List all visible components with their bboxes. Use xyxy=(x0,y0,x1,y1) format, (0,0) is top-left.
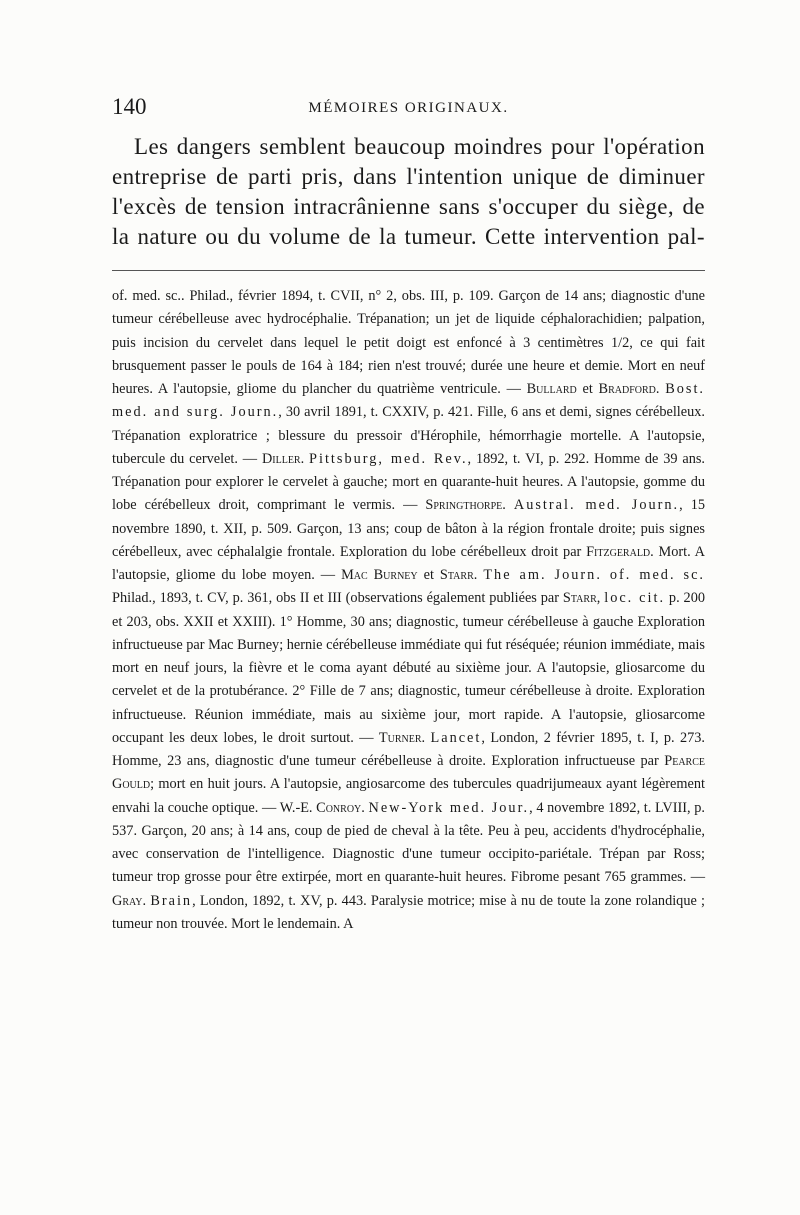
footnote-text: , xyxy=(596,590,605,607)
running-title: MÉMOIRES ORIGINAUX. xyxy=(308,100,509,116)
footnote-text: , London, 2 février 1895, t. I, p. 273. Homme, 23 ans, diagnostic d'une tumeur cérébelleuse à droite. Exploration infructueuse par xyxy=(112,729,705,769)
footnote-text: ; mort en huit jours. A l'autopsie, angiosarcome des tubercules quadrijumeaux ayant légèrement envahi la couche optique. — W.-E. xyxy=(112,776,705,816)
author-name: Starr xyxy=(562,590,597,607)
journal-title: The am. Journ. of. med. sc. xyxy=(483,567,705,583)
journal-title: Brain xyxy=(150,892,193,909)
footnote xyxy=(112,285,705,936)
citation-abbrev: loc. cit. xyxy=(604,590,666,607)
author-name: Mac Burney xyxy=(341,567,418,583)
author-name: Conroy xyxy=(316,799,362,816)
main-text xyxy=(112,132,705,252)
journal-title: Bost. med. and surg. Journ. xyxy=(112,381,705,421)
page-number: 140 xyxy=(112,94,147,119)
footnote-separator xyxy=(112,270,705,271)
footnote-text: Philad., 1893, t. CV, p. 361, obs II et III (observations également publiées par xyxy=(112,590,563,607)
footnote-text: . Mort. A l'autopsie, gliome du lobe moyen. — xyxy=(112,543,705,583)
page-header xyxy=(112,94,705,124)
journal-title: Pittsburg, med. Rev. xyxy=(309,450,468,467)
journal-title: New-York med. Jour. xyxy=(368,799,530,816)
footnote-text: et xyxy=(417,567,440,583)
footnote-text: . xyxy=(142,892,151,909)
footnote-text: , 15 novembre 1890, t. XII, p. 509. Garçon, 13 ans; coup de bâton à la région frontale droite; puis signes cérébelleux, avec céphalalgie frontale. Exploration du lobe cérébelleux droit par xyxy=(112,497,706,560)
author-name: Bradford xyxy=(598,381,656,397)
author-name: Bullard xyxy=(526,381,577,397)
footnote-text: , 1892, t. VI, p. 292. Homme de 39 ans. Trépanation pour explorer le cervelet à gauche; mort en quarante-huit heures. A l'autopsie, gomme du lobe cérébelleux droit, comprimant le vermis. — xyxy=(112,450,705,514)
footnote-text: , London, 1892, t. XV, p. 443. Paralysie motrice; mise à nu de toute la zone rolandique ; tumeur non trouvée. Mort le lendemain. A xyxy=(112,892,705,932)
journal-title: Austral. med. Journ. xyxy=(513,497,680,514)
footnote-text: , 30 avril 1891, t. CXXIV, p. 421. Fille, 6 ans et demi, signes cérébelleux. Trépanation exploratrice ; blessure du pressoir d'Hérophile, hémorrhagie mortelle. A l'autopsie, tubercule du cervelet. — xyxy=(112,404,705,467)
author-name: Pearce Gould xyxy=(112,753,705,793)
footnote-text: . xyxy=(502,497,514,514)
footnote-text: . xyxy=(655,381,666,397)
footnote-text: p. 200 et 203, obs. XXII et XXIII). 1° Homme, 30 ans; diagnostic, tumeur cérébelleuse à gauche Exploration infructueuse par Mac Burney; hernie cérébelleuse immédiate qui fut réséquée; réunion immédiate, mais mort en neuf jours, la fièvre et le coma ayant débuté au sixième jour. A l'autopsie, gliosarcome du cervelet et de la protubérance. 2° Fille de 7 ans; diagnostic, tumeur cérébelleuse à droite. Exploration infructueuse. Réunion immédiate, mais au sixième jour, mort rapide. A l'autopsie, gliosarcome occupant les deux lobes, le droit surtout. — xyxy=(112,590,705,746)
author-name: Springthorpe xyxy=(425,497,503,514)
footnote-text: . xyxy=(300,450,310,467)
body-paragraph: Les dangers semblent beaucoup moindres pour l'opération entreprise de parti pris, dans l'intention unique de diminuer l'excès de tension intracrânienne sans s'occuper du siège, de la nature ou du volume de la tumeur. Cette intervention pal- xyxy=(112,134,705,249)
author-name: Diller xyxy=(261,450,301,467)
author-name: Gray xyxy=(112,892,143,909)
author-name: Turner xyxy=(378,729,422,746)
journal-title: Lancet xyxy=(430,729,482,746)
author-name: Starr xyxy=(439,567,474,583)
footnote-text: et xyxy=(576,381,599,397)
footnote-paragraph xyxy=(112,285,705,936)
footnote-text: of. med. sc.. Philad., février 1894, t. CVII, n° 2, obs. III, p. 109. Garçon de 14 ans; diagnostic d'une tumeur cérébelleuse avec hydrocéphalie. Trépanation; un jet de liquide céphalorachidien; palpation, puis incision du cervelet dans lequel le petit doigt est enfoncé à 3 centimètres 1/2, ce qui fait brusquement passer le pouls de 164 à 184; rien n'est trouvé; durée une heure et demie. Mort en neuf heures. A l'autopsie, gliome du plancher du quatrième ventricule. — xyxy=(112,288,705,397)
footnote-text: . xyxy=(421,729,431,746)
author-name: Fitzgerald xyxy=(586,543,651,560)
footnote-text: . xyxy=(473,567,484,583)
footnote-text: , 4 novembre 1892, t. LVIII, p. 537. Garçon, 20 ans; à 14 ans, coup de pied de cheval à la tête. Peu à peu, accidents d'hydrocéphalie, avec conservation de l'intelligence. Diagnostic d'une tumeur occipito-pariétale. Trépan par Ross; tumeur trop grosse pour être extirpée, mort en quarante-huit heures. Fibrome pesant 765 grammes. — xyxy=(112,799,705,886)
footnote-text: . xyxy=(361,799,369,816)
